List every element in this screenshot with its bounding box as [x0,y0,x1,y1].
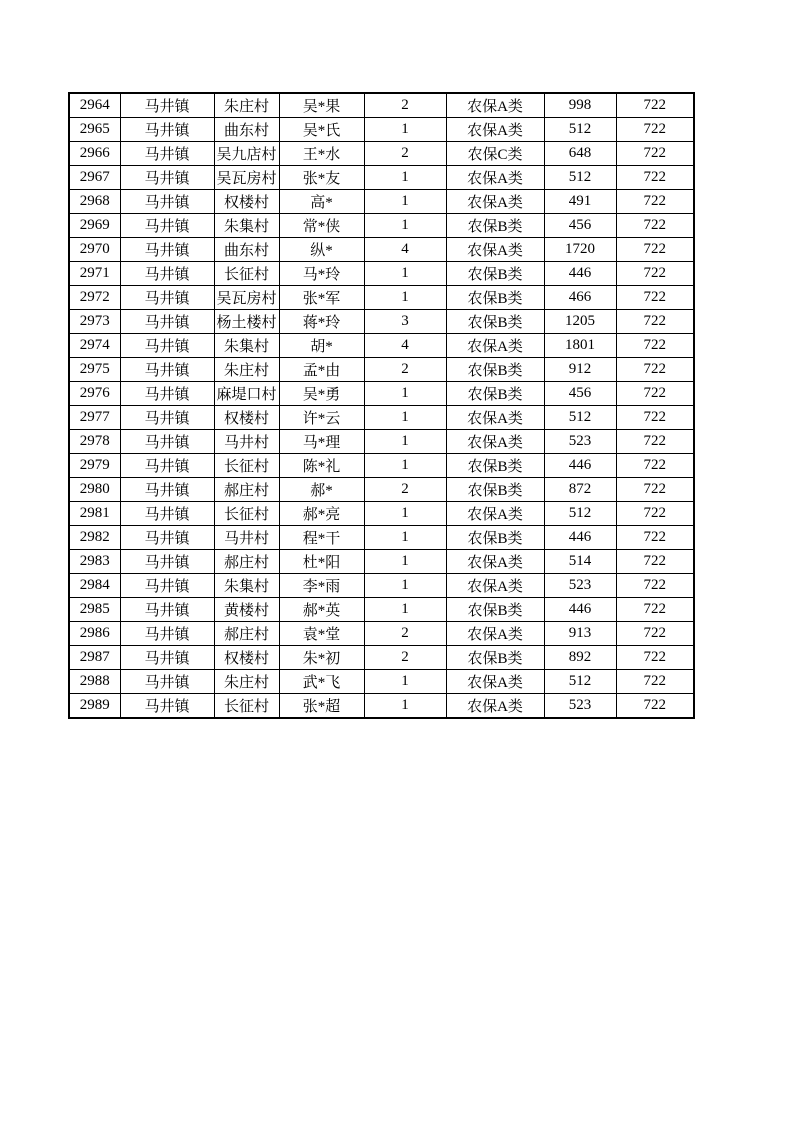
cell-name: 纵* [279,238,364,262]
cell-village: 麻堤口村 [214,382,279,406]
cell-count: 1 [364,502,446,526]
cell-amount: 446 [544,454,616,478]
cell-name: 王*水 [279,142,364,166]
cell-category: 农保C类 [446,142,544,166]
cell-town: 马井镇 [120,286,214,310]
cell-town: 马井镇 [120,238,214,262]
cell-count: 4 [364,334,446,358]
cell-code: 722 [616,694,694,719]
cell-category: 农保A类 [446,238,544,262]
cell-amount: 913 [544,622,616,646]
cell-category: 农保B类 [446,478,544,502]
cell-category: 农保A类 [446,118,544,142]
cell-name: 郝* [279,478,364,502]
cell-village: 杨土楼村 [214,310,279,334]
cell-category: 农保A类 [446,406,544,430]
table-row [69,502,694,526]
cell-town: 马井镇 [120,382,214,406]
cell-village: 朱集村 [214,334,279,358]
cell-town: 马井镇 [120,670,214,694]
cell-amount: 512 [544,502,616,526]
cell-category: 农保A类 [446,670,544,694]
cell-amount: 912 [544,358,616,382]
cell-category: 农保B类 [446,382,544,406]
cell-name: 张*超 [279,694,364,719]
cell-count: 1 [364,598,446,622]
cell-category: 农保A类 [446,93,544,118]
cell-town: 马井镇 [120,358,214,382]
cell-village: 权楼村 [214,190,279,214]
cell-count: 1 [364,406,446,430]
cell-town: 马井镇 [120,406,214,430]
cell-code: 722 [616,430,694,454]
cell-code: 722 [616,406,694,430]
cell-amount: 1801 [544,334,616,358]
table-row [69,574,694,598]
cell-category: 农保A类 [446,622,544,646]
cell-village: 郝庄村 [214,622,279,646]
cell-index: 2982 [69,526,120,550]
cell-code: 722 [616,334,694,358]
cell-village: 朱庄村 [214,358,279,382]
cell-amount: 648 [544,142,616,166]
table-row [69,286,694,310]
table-row [69,550,694,574]
cell-code: 722 [616,118,694,142]
cell-category: 农保B类 [446,526,544,550]
cell-category: 农保A类 [446,166,544,190]
cell-name: 高* [279,190,364,214]
cell-category: 农保A类 [446,430,544,454]
cell-town: 马井镇 [120,622,214,646]
cell-amount: 446 [544,262,616,286]
cell-town: 马井镇 [120,598,214,622]
cell-amount: 1720 [544,238,616,262]
cell-town: 马井镇 [120,646,214,670]
table-row [69,190,694,214]
cell-count: 2 [364,478,446,502]
cell-index: 2977 [69,406,120,430]
table-row [69,646,694,670]
cell-code: 722 [616,310,694,334]
cell-town: 马井镇 [120,118,214,142]
cell-category: 农保A类 [446,502,544,526]
cell-index: 2988 [69,670,120,694]
cell-count: 2 [364,358,446,382]
cell-name: 马*理 [279,430,364,454]
cell-index: 2970 [69,238,120,262]
cell-category: 农保B类 [446,262,544,286]
cell-code: 722 [616,358,694,382]
cell-name: 杜*阳 [279,550,364,574]
cell-village: 曲东村 [214,238,279,262]
cell-index: 2968 [69,190,120,214]
cell-town: 马井镇 [120,166,214,190]
cell-code: 722 [616,574,694,598]
cell-amount: 892 [544,646,616,670]
cell-village: 朱庄村 [214,93,279,118]
cell-village: 吴瓦房村 [214,166,279,190]
cell-code: 722 [616,190,694,214]
table-row [69,478,694,502]
cell-town: 马井镇 [120,574,214,598]
cell-village: 朱集村 [214,574,279,598]
table-row [69,382,694,406]
cell-count: 1 [364,118,446,142]
cell-village: 朱集村 [214,214,279,238]
cell-count: 1 [364,526,446,550]
cell-village: 马井村 [214,526,279,550]
cell-index: 2965 [69,118,120,142]
cell-code: 722 [616,382,694,406]
cell-category: 农保B类 [446,358,544,382]
cell-count: 2 [364,142,446,166]
cell-village: 郝庄村 [214,550,279,574]
cell-name: 张*友 [279,166,364,190]
cell-village: 吴瓦房村 [214,286,279,310]
cell-name: 郝*亮 [279,502,364,526]
cell-amount: 523 [544,574,616,598]
cell-amount: 512 [544,670,616,694]
cell-town: 马井镇 [120,694,214,719]
cell-code: 722 [616,93,694,118]
cell-category: 农保B类 [446,286,544,310]
cell-count: 2 [364,93,446,118]
cell-category: 农保B类 [446,646,544,670]
cell-village: 长征村 [214,454,279,478]
cell-name: 胡* [279,334,364,358]
cell-amount: 466 [544,286,616,310]
cell-category: 农保A类 [446,550,544,574]
cell-code: 722 [616,622,694,646]
cell-name: 马*玲 [279,262,364,286]
cell-village: 权楼村 [214,646,279,670]
cell-index: 2985 [69,598,120,622]
cell-amount: 512 [544,406,616,430]
cell-name: 许*云 [279,406,364,430]
cell-name: 吴*氏 [279,118,364,142]
cell-town: 马井镇 [120,262,214,286]
cell-amount: 998 [544,93,616,118]
table-row [69,406,694,430]
table-row [69,526,694,550]
table-row [69,454,694,478]
cell-category: 农保A类 [446,190,544,214]
cell-name: 朱*初 [279,646,364,670]
cell-code: 722 [616,598,694,622]
cell-index: 2971 [69,262,120,286]
table-row [69,598,694,622]
cell-count: 1 [364,670,446,694]
cell-name: 蒋*玲 [279,310,364,334]
cell-name: 程*干 [279,526,364,550]
table-row [69,93,694,118]
cell-category: 农保B类 [446,598,544,622]
cell-index: 2976 [69,382,120,406]
cell-town: 马井镇 [120,526,214,550]
cell-amount: 514 [544,550,616,574]
table-row [69,694,694,719]
cell-town: 马井镇 [120,454,214,478]
cell-count: 1 [364,382,446,406]
cell-index: 2986 [69,622,120,646]
cell-village: 曲东村 [214,118,279,142]
records-table [68,92,695,719]
table-row [69,262,694,286]
table-row [69,622,694,646]
cell-name: 常*侠 [279,214,364,238]
table-row [69,166,694,190]
cell-village: 黄楼村 [214,598,279,622]
cell-count: 2 [364,622,446,646]
table-row [69,238,694,262]
cell-code: 722 [616,142,694,166]
cell-town: 马井镇 [120,502,214,526]
cell-index: 2972 [69,286,120,310]
cell-count: 4 [364,238,446,262]
cell-village: 长征村 [214,694,279,719]
cell-index: 2978 [69,430,120,454]
cell-category: 农保B类 [446,214,544,238]
cell-town: 马井镇 [120,550,214,574]
cell-town: 马井镇 [120,142,214,166]
table-row [69,310,694,334]
cell-category: 农保B类 [446,310,544,334]
cell-category: 农保B类 [446,454,544,478]
cell-name: 吴*果 [279,93,364,118]
cell-index: 2967 [69,166,120,190]
cell-code: 722 [616,670,694,694]
table-row [69,430,694,454]
cell-name: 袁*堂 [279,622,364,646]
cell-village: 长征村 [214,262,279,286]
cell-name: 孟*由 [279,358,364,382]
cell-village: 郝庄村 [214,478,279,502]
cell-town: 马井镇 [120,190,214,214]
cell-village: 吴九店村 [214,142,279,166]
cell-count: 2 [364,646,446,670]
table-row [69,142,694,166]
cell-amount: 512 [544,118,616,142]
cell-village: 马井村 [214,430,279,454]
cell-name: 张*军 [279,286,364,310]
cell-code: 722 [616,478,694,502]
cell-amount: 523 [544,694,616,719]
cell-index: 2966 [69,142,120,166]
cell-count: 1 [364,550,446,574]
cell-code: 722 [616,262,694,286]
cell-code: 722 [616,526,694,550]
cell-category: 农保A类 [446,694,544,719]
cell-amount: 523 [544,430,616,454]
cell-town: 马井镇 [120,334,214,358]
cell-code: 722 [616,286,694,310]
cell-count: 1 [364,694,446,719]
cell-name: 郝*英 [279,598,364,622]
cell-code: 722 [616,502,694,526]
cell-index: 2964 [69,93,120,118]
cell-index: 2979 [69,454,120,478]
table-row [69,670,694,694]
cell-town: 马井镇 [120,430,214,454]
cell-code: 722 [616,454,694,478]
cell-code: 722 [616,238,694,262]
cell-index: 2983 [69,550,120,574]
cell-index: 2984 [69,574,120,598]
cell-count: 1 [364,286,446,310]
records-table-body [69,93,694,718]
cell-village: 长征村 [214,502,279,526]
cell-amount: 512 [544,166,616,190]
cell-amount: 1205 [544,310,616,334]
cell-amount: 872 [544,478,616,502]
cell-name: 李*雨 [279,574,364,598]
cell-category: 农保A类 [446,334,544,358]
cell-index: 2973 [69,310,120,334]
table-row [69,118,694,142]
cell-index: 2981 [69,502,120,526]
cell-code: 722 [616,550,694,574]
cell-code: 722 [616,646,694,670]
cell-name: 武*飞 [279,670,364,694]
cell-category: 农保A类 [446,574,544,598]
cell-index: 2989 [69,694,120,719]
cell-amount: 456 [544,382,616,406]
table-row [69,358,694,382]
cell-index: 2969 [69,214,120,238]
cell-town: 马井镇 [120,93,214,118]
cell-amount: 456 [544,214,616,238]
cell-town: 马井镇 [120,478,214,502]
cell-count: 1 [364,214,446,238]
cell-name: 陈*礼 [279,454,364,478]
cell-count: 1 [364,262,446,286]
cell-amount: 491 [544,190,616,214]
cell-count: 1 [364,574,446,598]
table-row [69,334,694,358]
cell-town: 马井镇 [120,310,214,334]
table-row [69,214,694,238]
cell-village: 权楼村 [214,406,279,430]
cell-name: 吴*勇 [279,382,364,406]
cell-index: 2980 [69,478,120,502]
cell-index: 2987 [69,646,120,670]
cell-code: 722 [616,166,694,190]
cell-town: 马井镇 [120,214,214,238]
cell-village: 朱庄村 [214,670,279,694]
cell-code: 722 [616,214,694,238]
cell-amount: 446 [544,526,616,550]
cell-count: 1 [364,190,446,214]
cell-index: 2974 [69,334,120,358]
cell-count: 1 [364,430,446,454]
cell-count: 1 [364,454,446,478]
cell-count: 1 [364,166,446,190]
cell-index: 2975 [69,358,120,382]
cell-amount: 446 [544,598,616,622]
cell-count: 3 [364,310,446,334]
